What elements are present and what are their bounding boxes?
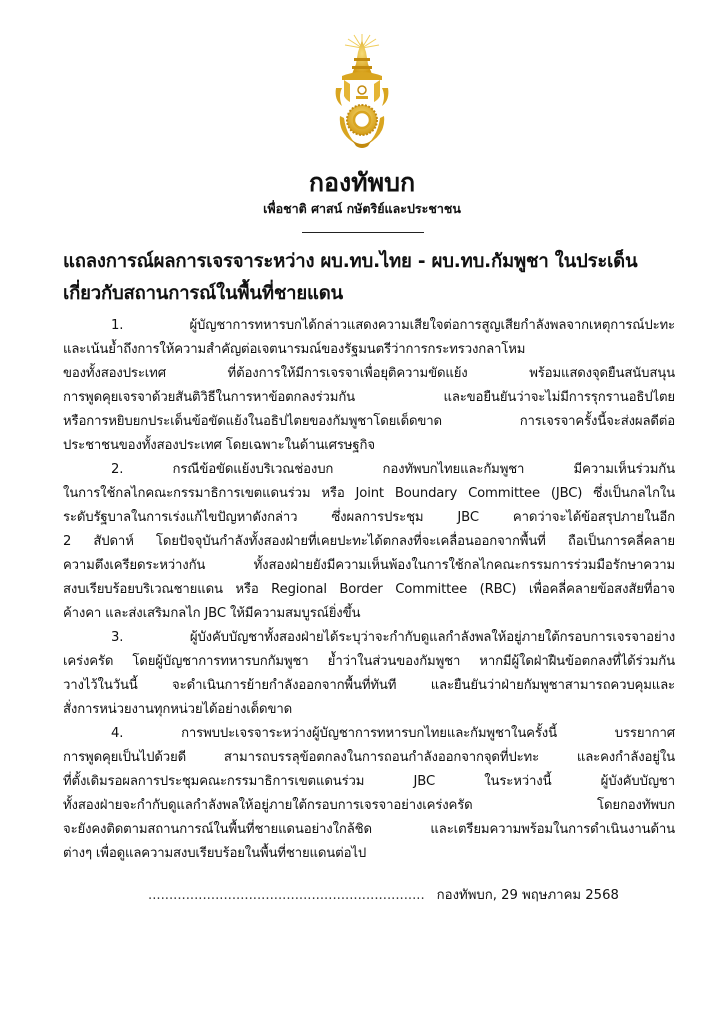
title-line: เกี่ยวกับสถานการณ์ในพื้นที่ชายแดน bbox=[63, 283, 343, 304]
body-line: ประชาชนของทั้งสองประเทศ โดยเฉพาะในด้านเศรษฐกิจ bbox=[63, 438, 375, 453]
body-line: ที่ตั้งเดิมรอผลการประชุมคณะกรรมาธิการเขตแดนร่วม JBC ในระหว่างนี้ ผู้บังคับบัญชา bbox=[63, 774, 675, 789]
organization-name: กองทัพบก bbox=[308, 168, 416, 197]
signature-block bbox=[148, 884, 619, 905]
paragraph-3 bbox=[63, 626, 675, 722]
paragraph-1 bbox=[63, 314, 675, 458]
body-line: ความตึงเครียดระหว่างกัน ทั้งสองฝ่ายยังมีความเห็นพ้องในการใช้กลไกคณะกรรมการร่วมมือรักษาความ bbox=[63, 558, 675, 573]
document-title bbox=[63, 246, 673, 310]
signature-text: กองทัพบก, 29 พฤษภาคม 2568 bbox=[436, 888, 619, 903]
body-line: และเน้นย้ำถึงการให้ความสำคัญต่อเจตนารมณ์ของรัฐมนตรีว่าการกระทรวงกลาโหม bbox=[63, 342, 526, 357]
body-line: เคร่งครัด โดยผู้บัญชาการทหารบกกัมพูชา ย้ำว่าในส่วนของกัมพูชา หากมีผู้ใดฝ่าฝืนข้อตกลงที่ได้ร่วมกัน bbox=[63, 654, 675, 669]
body-line: 3. ผู้บังคับบัญชาทั้งสองฝ่ายได้ระบุว่าจะกำกับดูแลกำลังพลให้อยู่ภายใต้กรอบการเจรจาอย่าง bbox=[111, 630, 675, 645]
royal-thai-army-emblem-icon bbox=[316, 30, 408, 150]
organization-motto: เพื่อชาติ ศาสน์ กษัตริย์และประชาชน bbox=[263, 201, 461, 216]
body-line: การพูดคุยเป็นไปด้วยดี สามารถบรรลุข้อตกลงในการถอนกำลังออกจากจุดที่ปะทะ และคงกำลังอยู่ใน bbox=[63, 750, 675, 765]
body-line: 2. กรณีข้อขัดแย้งบริเวณช่องบก กองทัพบกไทยและกัมพูชา มีความเห็นร่วมกัน bbox=[111, 462, 675, 477]
body-line: การพูดคุยเจรจาด้วยสันติวิธีในการหาข้อตกลงร่วมกัน และขอยืนยันว่าจะไม่มีการรุกรานอธิปไตย bbox=[63, 390, 675, 405]
body-line: 4. การพบปะเจรจาระหว่างผู้บัญชาการทหารบกไทยและกัมพูชาในครั้งนี้ บรรยากาศ bbox=[111, 726, 675, 741]
signature-dotted-line: .................................................................. bbox=[148, 888, 425, 903]
body-line: สงบเรียบร้อยบริเวณชายแดน หรือ Regional Border Committee (RBC) เพื่อคลี่คลายข้อสงสัยที่อาจ bbox=[63, 582, 675, 597]
paragraph-2 bbox=[63, 458, 675, 626]
body-line: ระดับรัฐบาลในการเร่งแก้ไขปัญหาดังกล่าว ซึ่งผลการประชุม JBC คาดว่าจะได้ข้อสรุปภายในอีก bbox=[63, 510, 675, 525]
body-line: ของทั้งสองประเทศ ที่ต้องการให้มีการเจรจาเพื่อยุติความขัดแย้ง พร้อมแสดงจุดยืนสนับสนุน bbox=[63, 366, 675, 381]
body-line: จะยังคงติดตามสถานการณ์ในพื้นที่ชายแดนอย่างใกล้ชิด และเตรียมความพร้อมในการดำเนินงานด้าน bbox=[63, 822, 675, 837]
body-line: ค้างคา และส่งเสริมกลไก JBC ให้มีความสมบูรณ์ยิ่งขึ้น bbox=[63, 606, 361, 621]
title-line: แถลงการณ์ผลการเจรจาระหว่าง ผบ.ทบ.ไทย - ผบ.ทบ.กัมพูชา ในประเด็น bbox=[63, 251, 638, 272]
body-line: ทั้งสองฝ่ายจะกำกับดูแลกำลังพลให้อยู่ภายใต้กรอบการเจรจาอย่างเคร่งครัด โดยกองทัพบก bbox=[63, 798, 675, 813]
document-body bbox=[63, 314, 675, 866]
body-line: สั่งการหน่วยงานทุกหน่วยได้อย่างเด็ดขาด bbox=[63, 702, 292, 717]
body-line: ในการใช้กลไกคณะกรรมาธิการเขตแดนร่วม หรือ Joint Boundary Committee (JBC) ซึ่งเป็นกลไกใน bbox=[63, 486, 675, 501]
body-line: หรือการหยิบยกประเด็นข้อขัดแย้งในอธิปไตยของกัมพูชาโดยเด็ดขาด การเจรจาครั้งนี้จะส่งผลดีต่อ bbox=[63, 414, 675, 429]
body-line: 1. ผู้บัญชาการทหารบกได้กล่าวแสดงความเสียใจต่อการสูญเสียกำลังพลจากเหตุการณ์ปะทะ bbox=[111, 318, 675, 333]
body-line: 2 สัปดาห์ โดยปัจจุบันกำลังทั้งสองฝ่ายที่เคยปะทะได้ตกลงที่จะเคลื่อนออกจากพื้นที่ ถือเป็นการคลี่คลาย bbox=[63, 534, 675, 549]
paragraph-4 bbox=[63, 722, 675, 866]
body-line: วางไว้ในวันนี้ จะดำเนินการย้ายกำลังออกจากพื้นที่ทันที และยืนยันว่าฝ่ายกัมพูชาสามารถควบคุมและ bbox=[63, 678, 675, 693]
header-divider bbox=[302, 232, 424, 233]
body-line: ต่างๆ เพื่อดูแลความสงบเรียบร้อยในพื้นที่ชายแดนต่อไป bbox=[63, 846, 367, 861]
